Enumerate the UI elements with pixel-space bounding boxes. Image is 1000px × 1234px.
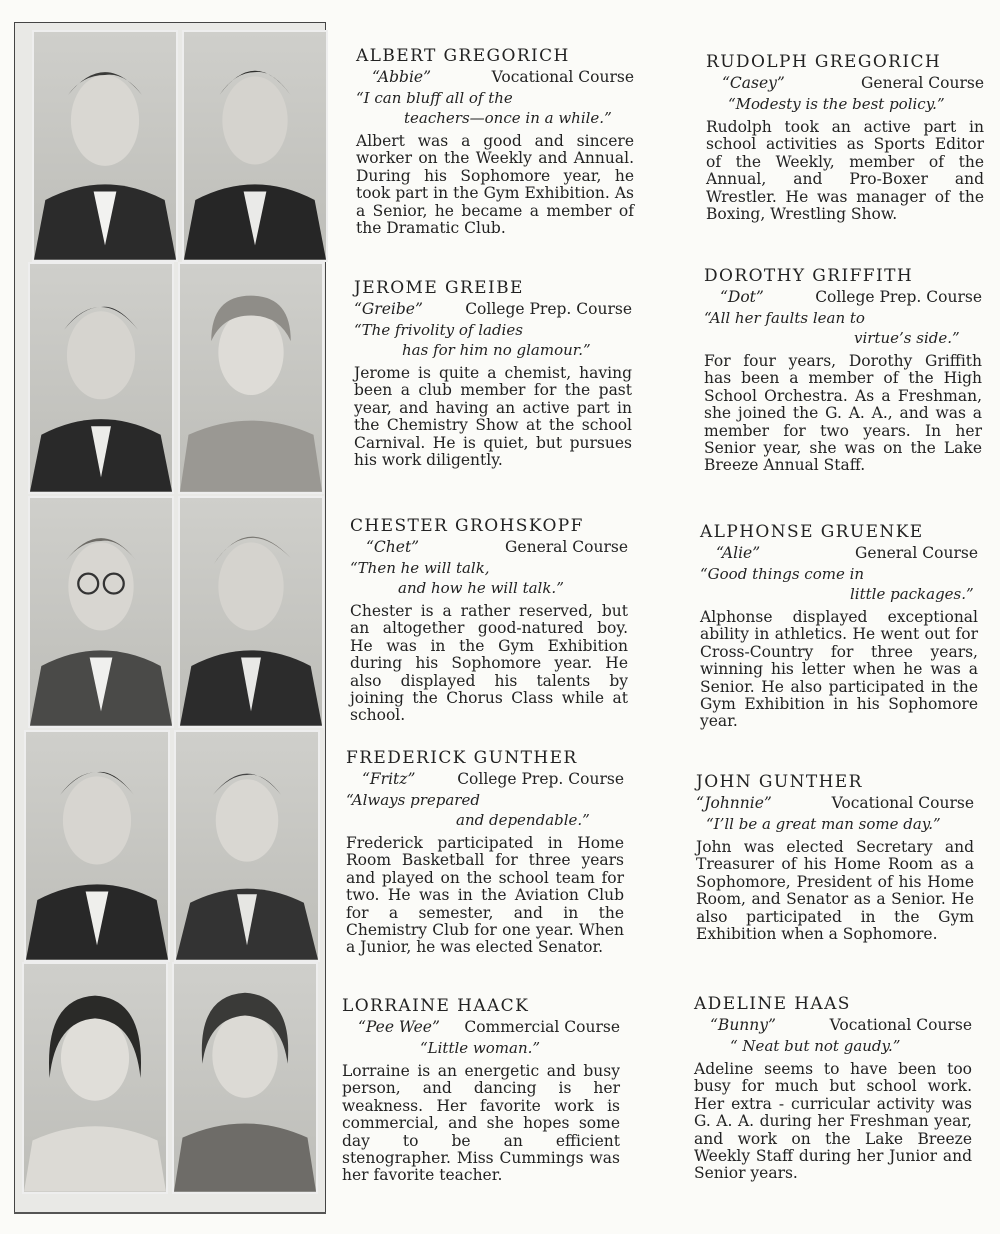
student-name: RUDOLPH GREGORICH (706, 52, 942, 72)
bio-albert-gregorich (356, 46, 634, 237)
portrait-jerome-greibe (28, 262, 174, 494)
student-meta (696, 793, 974, 813)
student-description: John was elected Secretary and Treasurer of his Home Room as a Sophomore, President of his Home Room, and Senator as a Senior. He also participated in the Gym Exhibition when a Sophomore. (696, 838, 974, 944)
portrait-rudolph-gregorich (182, 30, 328, 262)
student-quote: “I’ll be a great man some day.” (706, 815, 941, 833)
student-course: College Prep. Course (457, 770, 624, 788)
student-description: For four years, Dorothy Griffith has been a member of the High School Orchestra. As a Freshman, she joined the G. A. A., and was a member for two years. In her Senior year, she was on the Lake Breeze Annual Staff. (704, 352, 982, 475)
bio-jerome-greibe (354, 278, 632, 469)
student-nickname: “Dot” (720, 288, 764, 306)
student-description: Rudolph took an active part in school activities as Sports Editor of the Weekly, member of the Annual, and Pro-Boxer and Wrestler. He was manager of the Boxing, Wrestling Show. (706, 118, 984, 224)
student-name: DOROTHY GRIFFITH (704, 266, 914, 286)
student-name: FREDERICK GUNTHER (346, 748, 578, 768)
student-quote-cont: and dependable.” (456, 811, 590, 829)
student-meta (700, 543, 978, 563)
student-description: Albert was a good and sincere worker on the Weekly and Annual. During his Sophomore year, he took part in the Gym Exhibition. As a Senior, he became a member of the Dramatic Club. (356, 132, 634, 238)
student-quote: “Good things come in (700, 565, 865, 583)
student-nickname: “Abbie” (372, 68, 432, 86)
student-nickname: “Greibe” (354, 300, 423, 318)
student-course: College Prep. Course (465, 300, 632, 318)
portrait-john-gunther (174, 730, 320, 962)
student-name: ALPHONSE GRUENKE (700, 522, 924, 542)
student-nickname: “Johnnie” (696, 794, 772, 812)
portrait-alphonse-gruenke (178, 496, 324, 728)
bio-lorraine-haack (342, 996, 620, 1185)
student-course: Commercial Course (464, 1018, 620, 1036)
student-quote-cont: and how he will talk.” (398, 579, 564, 597)
student-quote: “All her faults lean to (704, 309, 865, 327)
photo-row-1 (32, 30, 328, 262)
student-description: Chester is a rather reserved, but an altogether good-natured boy. He was in the Gym Exhibition during his Sophomore year. He also displayed his talents by joining the Chorus Class while at school. (350, 602, 628, 725)
bio-alphonse-gruenke (700, 522, 978, 731)
student-meta (704, 287, 982, 307)
student-course: General Course (861, 74, 984, 92)
bio-dorothy-griffith (704, 266, 982, 475)
bio-rudolph-gregorich (706, 52, 984, 223)
photo-row-3 (28, 496, 324, 728)
student-nickname: “Bunny” (710, 1016, 776, 1034)
portrait-frederick-gunther (24, 730, 170, 962)
student-name: ALBERT GREGORICH (356, 46, 570, 66)
student-quote-cont: virtue’s side.” (854, 329, 960, 347)
student-meta (706, 73, 984, 93)
student-nickname: “Alie” (716, 544, 761, 562)
photo-row-5 (22, 962, 318, 1194)
portrait-lorraine-haack (22, 962, 168, 1194)
student-name: JOHN GUNTHER (696, 772, 863, 792)
student-description: Lorraine is an energetic and busy person, and dancing is her weakness. Her favorite work is commercial, and she hopes some day to be an efficient stenographer. Miss Cummings was her favorite teacher. (342, 1062, 620, 1185)
photo-row-4 (24, 730, 320, 962)
student-course: College Prep. Course (815, 288, 982, 306)
student-course: Vocational Course (829, 1016, 972, 1034)
portrait-albert-gregorich (32, 30, 178, 262)
student-quote-cont: teachers—once in a while.” (404, 109, 612, 127)
student-quote-cont: little packages.” (850, 585, 974, 603)
student-name: CHESTER GROHSKOPF (350, 516, 584, 536)
portrait-adeline-haas (172, 962, 318, 1194)
student-description: Adeline seems to have been too busy for much but school work. Her extra - curricular activity was G. A. A. during her Freshman year, and work on the Lake Breeze Weekly Staff during her Junior and Senior years. (694, 1060, 972, 1183)
student-quote: “ Neat but not gaudy.” (730, 1037, 901, 1055)
portrait-chester-grohskopf (28, 496, 174, 728)
student-name: JEROME GREIBE (354, 278, 524, 298)
student-quote: “Always prepared (346, 791, 480, 809)
student-meta (356, 67, 634, 87)
student-quote: “Little woman.” (420, 1039, 541, 1057)
photo-row-2 (28, 262, 324, 494)
student-nickname: “Pee Wee” (358, 1018, 440, 1036)
student-quote: “Then he will talk, (350, 559, 490, 577)
student-course: Vocational Course (491, 68, 634, 86)
student-nickname: “Chet” (366, 538, 420, 556)
bio-frederick-gunther (346, 748, 624, 957)
student-meta (694, 1015, 972, 1035)
student-meta (346, 769, 624, 789)
bio-john-gunther (696, 772, 974, 943)
student-quote-cont: has for him no glamour.” (402, 341, 591, 359)
student-quote: “The frivolity of ladies (354, 321, 523, 339)
bottom-rule (14, 1212, 326, 1214)
student-quote: “Modesty is the best policy.” (728, 95, 945, 113)
student-name: LORRAINE HAACK (342, 996, 530, 1016)
student-nickname: “Casey” (722, 74, 785, 92)
student-course: General Course (855, 544, 978, 562)
student-description: Frederick participated in Home Room Basketball for three years and played on the school team for two. He was in the Aviation Club for a semester, and in the Chemistry Club for one year. When a Junior, he was elected Senator. (346, 834, 624, 957)
student-quote: “I can bluff all of the (356, 89, 513, 107)
student-meta (342, 1017, 620, 1037)
bio-chester-grohskopf (350, 516, 628, 725)
student-meta (350, 537, 628, 557)
portrait-dorothy-griffith (178, 262, 324, 494)
student-name: ADELINE HAAS (694, 994, 851, 1014)
student-course: General Course (505, 538, 628, 556)
student-course: Vocational Course (831, 794, 974, 812)
student-description: Alphonse displayed exceptional ability in athletics. He went out for Cross-Country for three years, winning his letter when he was a Senior. He also participated in the Gym Exhibition in his Sophomore year. (700, 608, 978, 731)
student-meta (354, 299, 632, 319)
student-nickname: “Fritz” (362, 770, 416, 788)
student-description: Jerome is quite a chemist, having been a club member for the past year, and having an active part in the Chemistry Show at the school Carnival. He is quiet, but pursues his work diligently. (354, 364, 632, 470)
bio-adeline-haas (694, 994, 972, 1183)
